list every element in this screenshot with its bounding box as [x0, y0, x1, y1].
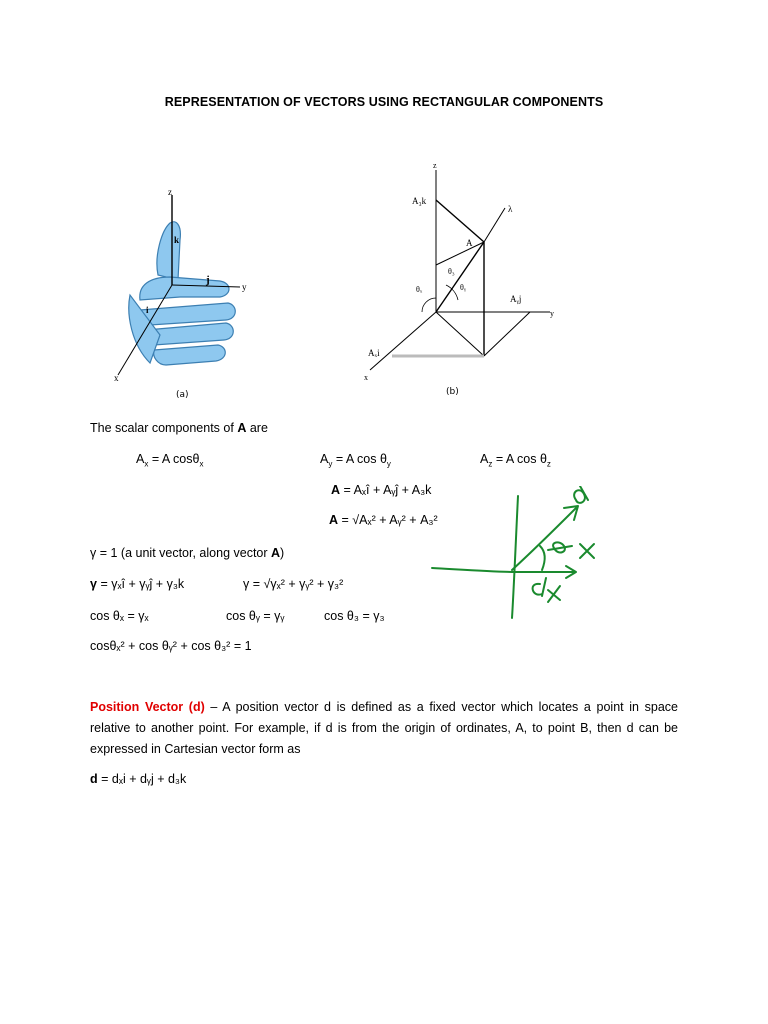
fig-b-ax-label: Aₓi [368, 348, 380, 358]
hand-illustration [129, 222, 235, 365]
page-title: REPRESENTATION OF VECTORS USING RECTANGULAR COMPONENTS [164, 95, 604, 109]
cos-sum-identity: cosθₓ² + cos θᵧ² + cos θ₃² = 1 [90, 639, 252, 653]
fig-a-i-label: i [146, 305, 149, 315]
component-ay: $A_y = A$ $\cos \theta_y$ [320, 452, 391, 469]
fig-b-az-label: A₃k [412, 196, 427, 206]
gamma-magnitude: γ = √γₓ² + γᵧ² + γ₃² [243, 577, 344, 591]
fig-a-y-label: y [242, 282, 247, 292]
fig-b-ay-label: Aᵧj [510, 294, 522, 304]
fig-a-z-label: z [168, 187, 172, 197]
fig-a-k-label: k [174, 235, 180, 245]
fig-b-thetay-label: θᵧ [460, 283, 466, 292]
cos-theta-z: cos θ₃ = γ₃ [324, 609, 385, 623]
fig-b-x-label: x [364, 373, 368, 382]
scalar-intro: The scalar components of A are [90, 421, 268, 435]
position-vector-paragraph [90, 697, 678, 760]
cos-theta-y: cos θᵧ = γᵧ [226, 609, 285, 623]
component-ax: $A_x = A$ cosθ$_x$ [136, 452, 204, 469]
cos-theta-x: cos θₓ = γₓ [90, 609, 149, 623]
d-equation: d = dₓi + dᵧj + d₃k [90, 772, 187, 786]
vector-equation: A = Aₓî + Aᵧĵ + A₃k [331, 483, 432, 497]
fig-a-caption: (a) [176, 390, 189, 400]
fig-b-a-label: A [466, 238, 473, 248]
fig-a-x-label: x [114, 373, 119, 383]
figure-b-vector-components [350, 160, 560, 400]
fig-b-lambda-label: λ [508, 204, 513, 214]
gamma-equation: γ = γₓî + γᵧĵ + γ₃k [90, 577, 185, 591]
fig-b-thetax-label: θₓ [416, 285, 423, 294]
fig-b-caption: (b) [446, 387, 459, 397]
fig-b-y-label: y [550, 309, 554, 318]
fig-b-z-label: z [433, 161, 437, 170]
figure-a-right-hand [110, 185, 260, 405]
position-vector-heading: Position Vector (d) [90, 700, 205, 714]
unit-vector-definition: γ = 1 (a unit vector, along vector A) [90, 546, 285, 560]
magnitude-equation: A = √Aₓ² + Aᵧ² + A₃² [329, 513, 438, 527]
handwritten-sketch [428, 486, 608, 626]
fig-b-thetaz-label: θ₃ [448, 267, 455, 276]
fig-a-j-label: j [206, 274, 210, 286]
position-vector-body: – A position vector d is defined as a fixed vector which locates a point in space relative to another point. For example, if d is from the origin of ordinates, A, to point B, then d can be expressed in Cartesian vector form as [90, 700, 678, 756]
component-az: $A_z = A$ $\cos \theta_z$ [480, 452, 551, 469]
